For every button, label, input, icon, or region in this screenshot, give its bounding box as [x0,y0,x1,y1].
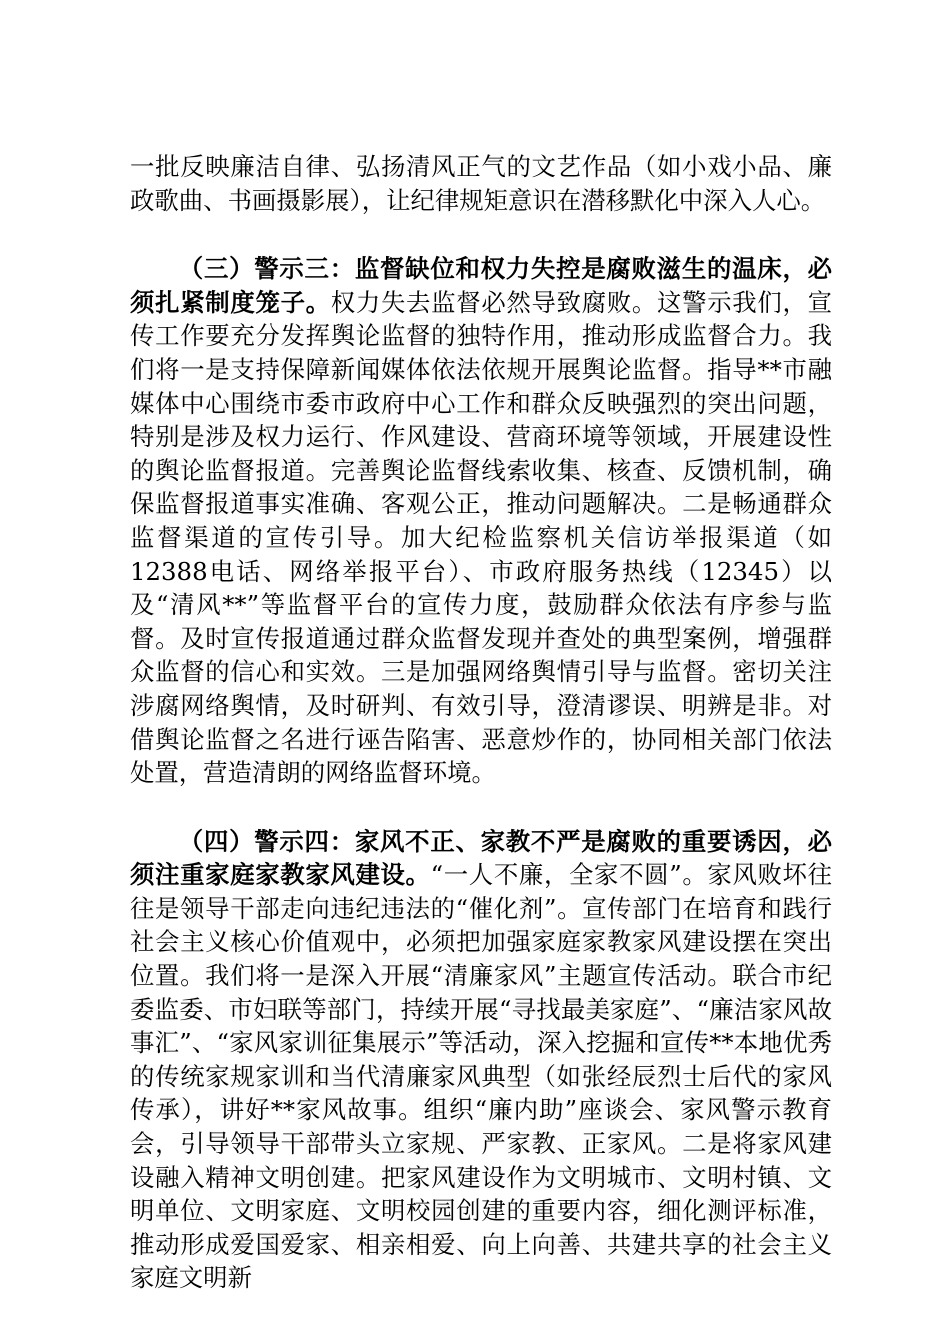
paragraph-heading: （四）警示四：家风不正、家教不严是腐败的重要诱因，必须注重家庭家教家风建设。 [130,826,832,890]
paragraph-heading: （三）警示三：监督缺位和权力失控是腐败滋生的温床，必须扎紧制度笼子。 [130,254,832,317]
document-page [130,150,832,1295]
paragraph-warning-three [130,252,832,790]
paragraph-continuation [130,150,832,217]
paragraph-warning-four [130,825,832,1295]
paragraph-text: 权力失去监督必然导致腐败。这警示我们，宣传工作要充分发挥舆论监督的独特作用，推动形成监督合力。我们将一是支持保障新闻媒体依法依规开展舆论监督。指导**市融媒体中心围绕市委市政府中心工作和群众反映强烈的突出问题，特别是涉及权力运行、作风建设、营商环境等领域，开展建设性的舆论监督报道。完善舆论监督线索收集、核查、反馈机制，确保监督报道事实准确、客观公正，推动问题解决。二是畅通群众监督渠道的宣传引导。加大纪检监察机关信访举报渠道（如12388电话、网络举报平台）、市政府服务热线（12345）以及“清风**”等监督平台的宣传力度，鼓励群众依法有序参与监督。及时宣传报道通过群众监督发现并查处的典型案例，增强群众监督的信心和实效。三是加强网络舆情引导与监督。密切关注涉腐网络舆情，及时研判、有效引导，澄清谬误、明辨是非。对借舆论监督之名进行诬告陷害、恶意炒作的，协同相关部门依法处置，营造清朗的网络监督环境。 [130,287,832,788]
paragraph-text: “一人不廉，全家不圆”。家风败坏往往是领导干部走向违纪违法的“催化剂”。宣传部门在培育和践行社会主义核心价值观中，必须把加强家庭家教家风建设摆在突出位置。我们将一是深入开展“清廉家风”主题宣传活动。联合市纪委监委、市妇联等部门，持续开展“寻找最美家庭”、“廉洁家风故事汇”、“家风家训征集展示”等活动，深入挖掘和宣传**本地优秀的传统家规家训和当代清廉家风典型（如张经辰烈士后代的家风传承），讲好**家风故事。组织“廉内助”座谈会、家风警示教育会，引导领导干部带头立家规、严家教、正家风。二是将家风建设融入精神文明创建。把家风建设作为文明城市、文明村镇、文明单位、文明家庭、文明校园创建的重要内容，细化测评标准，推动形成爱国爱家、相亲相爱、向上向善、共建共享的社会主义家庭文明新 [130,860,832,1293]
paragraph-text: 一批反映廉洁自律、弘扬清风正气的文艺作品（如小戏小品、廉政歌曲、书画摄影展），让纪律规矩意识在潜移默化中深入人心。 [130,152,832,215]
